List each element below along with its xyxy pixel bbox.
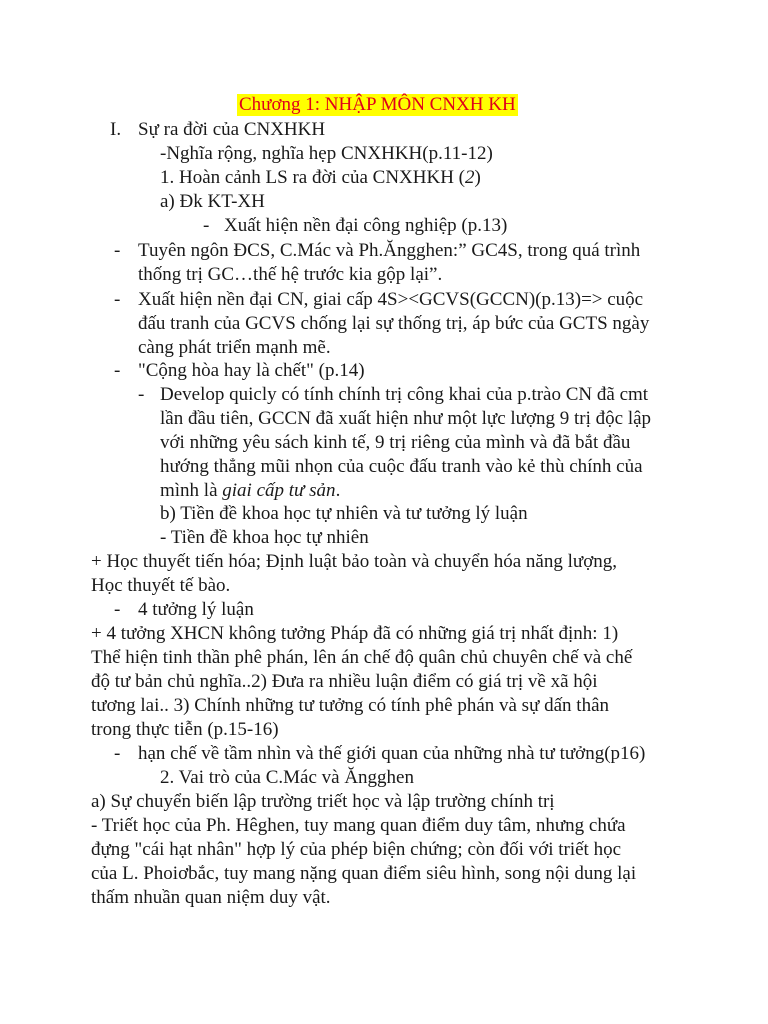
paragraph-line: Thể hiện tinh thần phê phán, lên án chế độ quân chủ chuyên chế và chế	[91, 647, 633, 668]
bullet-text: Xuất hiện nền đại công nghiệp (p.13)	[224, 215, 508, 236]
paragraph-line: Tuyên ngôn ĐCS, C.Mác và Ph.Ăngghen:” GC4S, trong quá trình	[138, 240, 641, 261]
subsection-heading: 1. Hoàn cảnh LS ra đời của CNXHKH (2)	[160, 167, 481, 188]
paragraph-line: với những yêu sách kinh tế, 9 trị riêng của mình và đã bắt đầu	[160, 432, 631, 453]
paragraph-line: thống trị GC…thế hệ trước kia gộp lại”.	[138, 264, 443, 285]
subsection-heading: 2. Vai trò của C.Mác và Ăngghen	[160, 767, 414, 788]
paragraph-line: + 4 tưởng XHCN không tưởng Pháp đã có những giá trị nhất định: 1)	[91, 623, 619, 644]
section-number: I.	[110, 119, 122, 140]
bullet-dash: -	[138, 384, 145, 405]
point-heading: a) Sự chuyển biến lập trường triết học và lập trường chính trị	[91, 791, 555, 812]
bullet-dash: -	[114, 743, 121, 764]
bullet-dash: -	[114, 360, 121, 381]
paragraph-line: Xuất hiện nền đại CN, giai cấp 4S><GCVS(GCCN)(p.13)=> cuộc	[138, 289, 644, 310]
bullet-dash: -	[114, 240, 121, 261]
paragraph-line: trong thực tiễn (p.15-16)	[91, 719, 279, 740]
quote-line: "Cộng hòa hay là chết" (p.14)	[138, 360, 365, 381]
paragraph-line: đựng "cái hạt nhân" hợp lý của phép biện chứng; còn đối với triết học	[91, 839, 622, 860]
bullet-dash: -	[203, 215, 210, 236]
point-heading: a) Đk KT-XH	[160, 191, 265, 212]
bullet-text: hạn chế về tầm nhìn và thế giới quan của những nhà tư tưởng(p16)	[138, 743, 646, 764]
paragraph-line: + Học thuyết tiến hóa; Định luật bảo toàn và chuyển hóa năng lượng,	[91, 551, 617, 572]
paragraph-line: thấm nhuần quan niệm duy vật.	[91, 887, 331, 908]
sub-point: - Tiền đề khoa học tự nhiên	[160, 527, 369, 548]
paragraph-line: hướng thẳng mũi nhọn của cuộc đấu tranh vào kẻ thù chính của	[160, 456, 643, 477]
chapter-title: Chương 1: NHẬP MÔN CNXH KH	[239, 94, 516, 115]
bullet-dash: -	[114, 599, 121, 620]
definition-line: -Nghĩa rộng, nghĩa hẹp CNXHKH(p.11-12)	[160, 143, 493, 164]
bullet-text: 4 tưởng lý luận	[138, 599, 254, 620]
paragraph-line: tương lai.. 3) Chính những tư tưởng có tính phê phán và sự dấn thân	[91, 695, 610, 716]
paragraph-line: của L. Phoiơbắc, tuy mang nặng quan điểm siêu hình, song nội dung lại	[91, 863, 637, 884]
paragraph-line: Học thuyết tế bào.	[91, 575, 231, 596]
paragraph-line: lần đầu tiên, GCCN đã xuất hiện như một lực lượng 9 trị độc lập	[160, 408, 652, 429]
paragraph-line: đấu tranh của GCVS chống lại sự thống trị, áp bức của GCTS ngày	[138, 313, 650, 334]
paragraph-line: Develop quicly có tính chính trị công khai của p.trào CN đã cmt	[160, 384, 649, 405]
section-heading: Sự ra đời của CNXHKH	[138, 119, 326, 140]
paragraph-line: mình là giai cấp tư sản.	[160, 480, 341, 501]
paragraph-line: - Triết học của Ph. Hêghen, tuy mang quan điểm duy tâm, nhưng chứa	[91, 815, 626, 836]
paragraph-line: càng phát triển mạnh mẽ.	[138, 337, 331, 358]
point-heading: b) Tiền đề khoa học tự nhiên và tư tưởng lý luận	[160, 503, 528, 524]
bullet-dash: -	[114, 289, 121, 310]
paragraph-line: độ tư bản chủ nghĩa..2) Đưa ra nhiều luận điểm có giá trị về xã hội	[91, 671, 598, 692]
